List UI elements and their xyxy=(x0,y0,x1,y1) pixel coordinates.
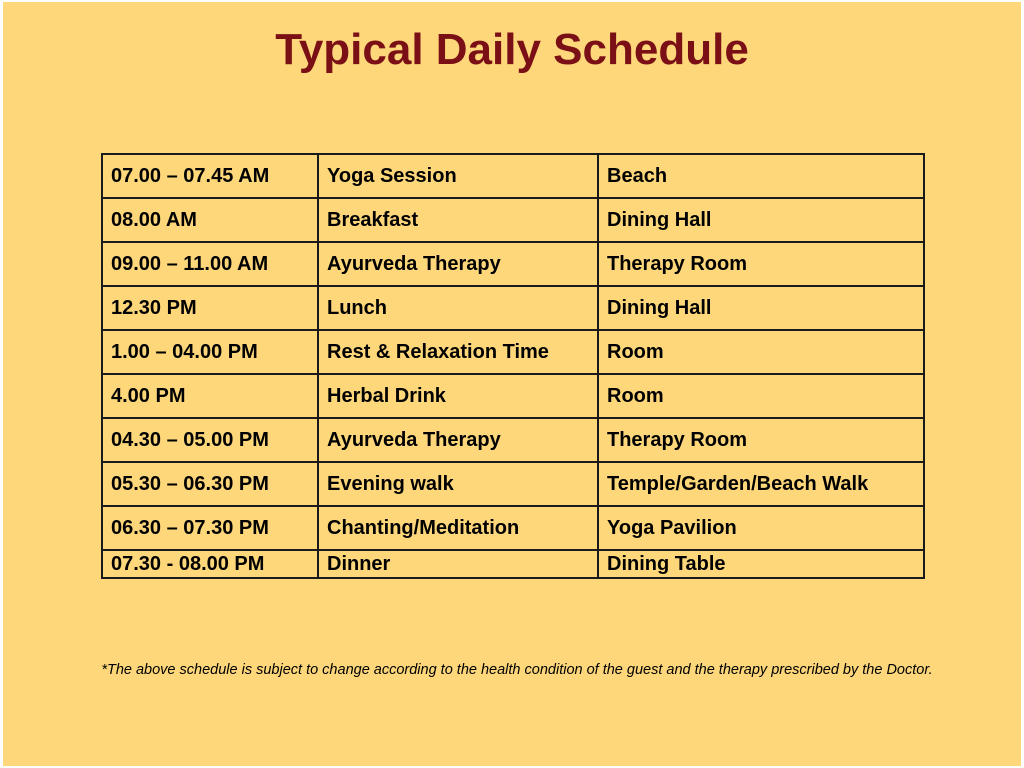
place-cell: Yoga Pavilion xyxy=(598,506,924,550)
place-cell: Room xyxy=(598,330,924,374)
activity-cell: Chanting/Meditation xyxy=(318,506,598,550)
table-row xyxy=(102,374,924,418)
place-cell: Temple/Garden/Beach Walk xyxy=(598,462,924,506)
place-cell: Dining Hall xyxy=(598,198,924,242)
time-cell: 07.00 – 07.45 AM xyxy=(102,154,318,198)
place-cell: Dining Hall xyxy=(598,286,924,330)
table-row xyxy=(102,330,924,374)
place-cell: Dining Table xyxy=(598,550,924,578)
activity-cell: Breakfast xyxy=(318,198,598,242)
time-cell: 1.00 – 04.00 PM xyxy=(102,330,318,374)
time-cell: 12.30 PM xyxy=(102,286,318,330)
time-cell: 05.30 – 06.30 PM xyxy=(102,462,318,506)
table-row xyxy=(102,506,924,550)
table-row xyxy=(102,154,924,198)
schedule-footnote: *The above schedule is subject to change according to the health condition of the guest and the therapy prescribed by the Doctor. xyxy=(101,662,933,678)
activity-cell: Yoga Session xyxy=(318,154,598,198)
place-cell: Room xyxy=(598,374,924,418)
table-row xyxy=(102,550,924,578)
activity-cell: Evening walk xyxy=(318,462,598,506)
activity-cell: Dinner xyxy=(318,550,598,578)
time-cell: 4.00 PM xyxy=(102,374,318,418)
place-cell: Therapy Room xyxy=(598,242,924,286)
time-cell: 06.30 – 07.30 PM xyxy=(102,506,318,550)
activity-cell: Herbal Drink xyxy=(318,374,598,418)
schedule-table xyxy=(101,153,925,579)
table-row xyxy=(102,462,924,506)
activity-cell: Ayurveda Therapy xyxy=(318,242,598,286)
activity-cell: Lunch xyxy=(318,286,598,330)
place-cell: Therapy Room xyxy=(598,418,924,462)
time-cell: 09.00 – 11.00 AM xyxy=(102,242,318,286)
table-row xyxy=(102,242,924,286)
table-row xyxy=(102,418,924,462)
table-row xyxy=(102,286,924,330)
activity-cell: Rest & Relaxation Time xyxy=(318,330,598,374)
place-cell: Beach xyxy=(598,154,924,198)
time-cell: 04.30 – 05.00 PM xyxy=(102,418,318,462)
activity-cell: Ayurveda Therapy xyxy=(318,418,598,462)
time-cell: 08.00 AM xyxy=(102,198,318,242)
table-row xyxy=(102,198,924,242)
time-cell: 07.30 - 08.00 PM xyxy=(102,550,318,578)
page-title: Typical Daily Schedule xyxy=(275,25,749,74)
